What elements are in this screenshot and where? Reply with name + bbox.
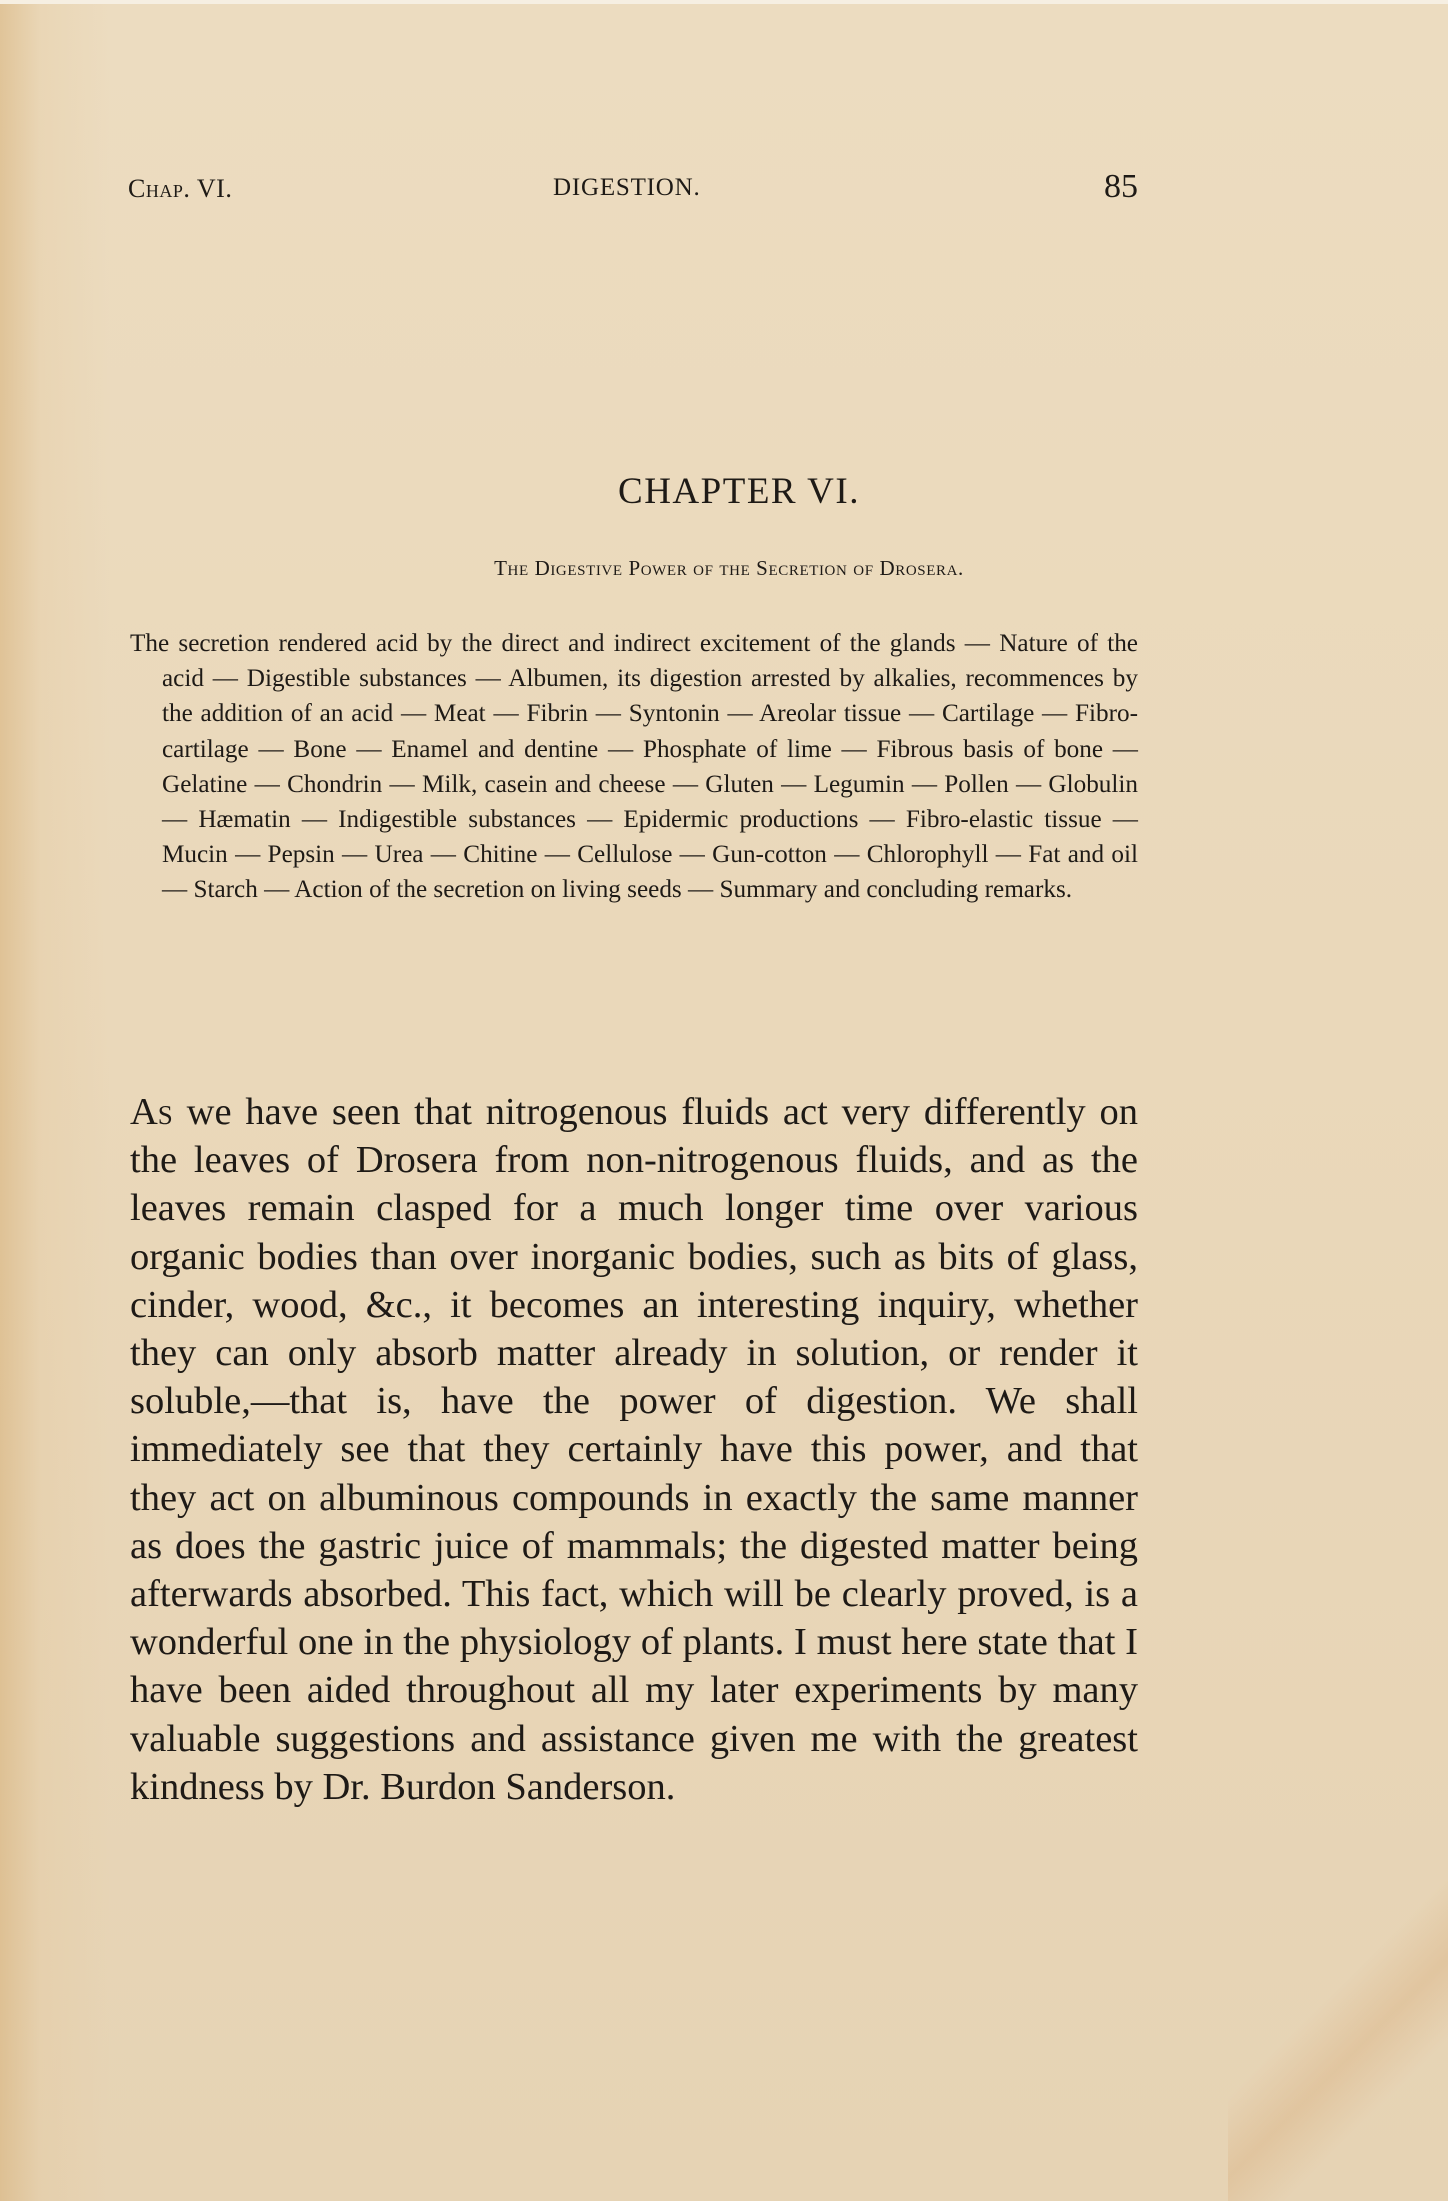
running-header [128,168,1138,208]
chapter-synopsis: The secretion rendered acid by the direct and indirect excitement of the glands — Nature of the acid — Digestible substances — Albumen, its digestion arrested by alkalies, recommences by the addition of an acid — Meat — Fibrin — Syntonin — Areolar tissue — Cartilage — Fibro-cartilage — Bone — Enamel and dentine — Phosphate of lime — Fibrous basis of bone — Gelatine — Chondrin — Milk, casein and cheese — Gluten — Legumin — Pollen — Globulin — Hæmatin — Indigestible substances — Epidermic productions — Fibro-elastic tissue — Mucin — Pepsin — Urea — Chitine — Cellulose — Gun-cotton — Chlorophyll — Fat and oil — Starch — Action of the secretion on living seeds — Summary and concluding remarks. [130,630,1138,904]
chapter-subtitle: The Digestive Power of the Secretion of Drosera. [494,556,964,580]
page-number: 85 [1104,168,1138,205]
body-first-word: As [130,1091,173,1133]
running-header-title: DIGESTION. [553,174,701,201]
running-header-chapter: Chap. VI. [128,174,233,203]
chapter-title: CHAPTER VI. [618,471,860,512]
body-paragraph-text: we have seen that nitrogenous fluids act very differently on the leaves of Drosera from non-nitrogenous fluids, and as the leaves remain clasped for a much longer time over various organic bodies than over inorganic bodies, such as bits of glass, cinder, wood, &c., it becomes an interesting inquiry, whether they can only absorb matter already in solution, or render it soluble,—that is, have the power of digestion. We shall immediately see that they certainly have this power, and that they act on albuminous compounds in exactly the same manner as does the gastric juice of mammals; the digested matter being afterwards absorbed. This fact, which will be clearly proved, is a wonderful one in the physiology of plants. I must here state that I have been aided throughout all my later experiments by many valuable suggestions and assistance given me with the greatest kindness by Dr. Burdon Sanderson. [130,1091,1138,1808]
body-paragraph [130,1088,1138,1811]
page-corner-stain [1228,1881,1448,2201]
page-top-edge [0,0,1448,4]
